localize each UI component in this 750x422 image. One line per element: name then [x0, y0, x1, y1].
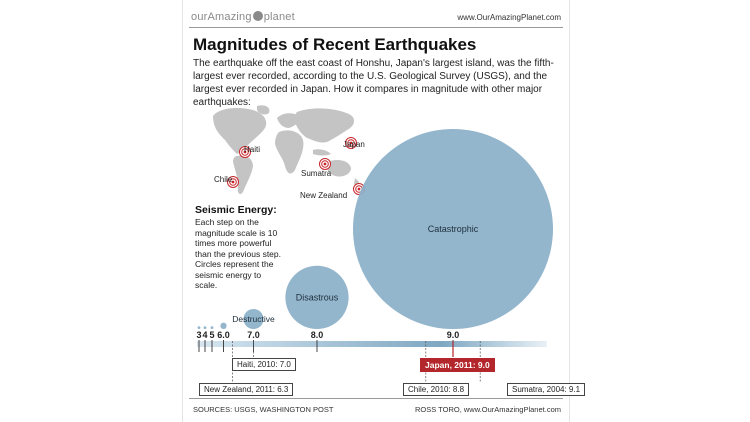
infographic-card [182, 0, 581, 422]
intro-text: The earthquake off the east coast of Honshu, Japan's largest island, was the fifth-largest ever recorded, according to the U.S. Geological Survey (USGS), and the largest ever recorded in Japan. How it compares in magnitude with other major earthquakes: [193, 58, 554, 108]
map-label-japan: Japan [343, 140, 365, 149]
page-title: Magnitudes of Recent Earthquakes [193, 35, 477, 54]
tick-label-magnitude-4: 4 [202, 330, 208, 340]
website-link[interactable]: www.OurAmazingPlanet.com [457, 13, 561, 22]
logo-text-left: ourAmazing [191, 11, 252, 23]
seismic-energy-text: Each step on the magnitude scale is 10 times more powerful than the previous step. Circles represent the seismic energy to scale. [195, 217, 282, 290]
energy-circle-magnitude-3 [198, 326, 201, 329]
magnitude-chart [183, 0, 569, 400]
footer-divider [189, 398, 563, 399]
callout-japan: Japan, 2011: 9.0 [420, 358, 495, 372]
tick-label-magnitude-8: 8.0 [310, 330, 324, 340]
map-label-new-zealand: New Zealand [300, 191, 348, 200]
tick-label-magnitude-9: 9.0 [446, 330, 460, 340]
callout-haiti: Haiti, 2010: 7.0 [232, 358, 296, 371]
magnitude-tick-labels [196, 330, 459, 340]
circle-label-disastrous: Disastrous [295, 292, 339, 303]
sources-text: SOURCES: USGS, WASHINGTON POST [193, 405, 334, 414]
energy-circle-magnitude-6 [220, 323, 226, 329]
circle-label-destructive: Destructive [232, 314, 275, 324]
tick-label-magnitude-7: 7.0 [247, 330, 260, 340]
logo-text-right: planet [263, 11, 295, 23]
tick-label-magnitude-3: 3 [196, 330, 202, 340]
energy-circle-magnitude-4 [204, 326, 207, 329]
map-label-chile: Chile [214, 175, 233, 184]
callout-chile: Chile, 2010: 8.8 [403, 383, 469, 396]
energy-circle-magnitude-5 [211, 326, 214, 329]
credit-text: ROSS TORO, www.OurAmazingPlanet.com [414, 405, 561, 414]
circle-label-catastrophic: Catastrophic [427, 224, 479, 234]
seismic-energy-title: Seismic Energy: [195, 204, 277, 216]
map-label-sumatra: Sumatra [301, 169, 332, 178]
callout-new-zealand: New Zealand, 2011: 6.3 [199, 383, 293, 396]
magnitude-scale-bar [197, 341, 547, 347]
tick-label-magnitude-6: 6.0 [217, 330, 230, 340]
callout-sumatra: Sumatra, 2004: 9.1 [507, 383, 585, 396]
map-label-haiti: Haiti [244, 145, 261, 154]
energy-circles [198, 129, 553, 329]
tick-label-magnitude-5: 5 [209, 330, 215, 340]
